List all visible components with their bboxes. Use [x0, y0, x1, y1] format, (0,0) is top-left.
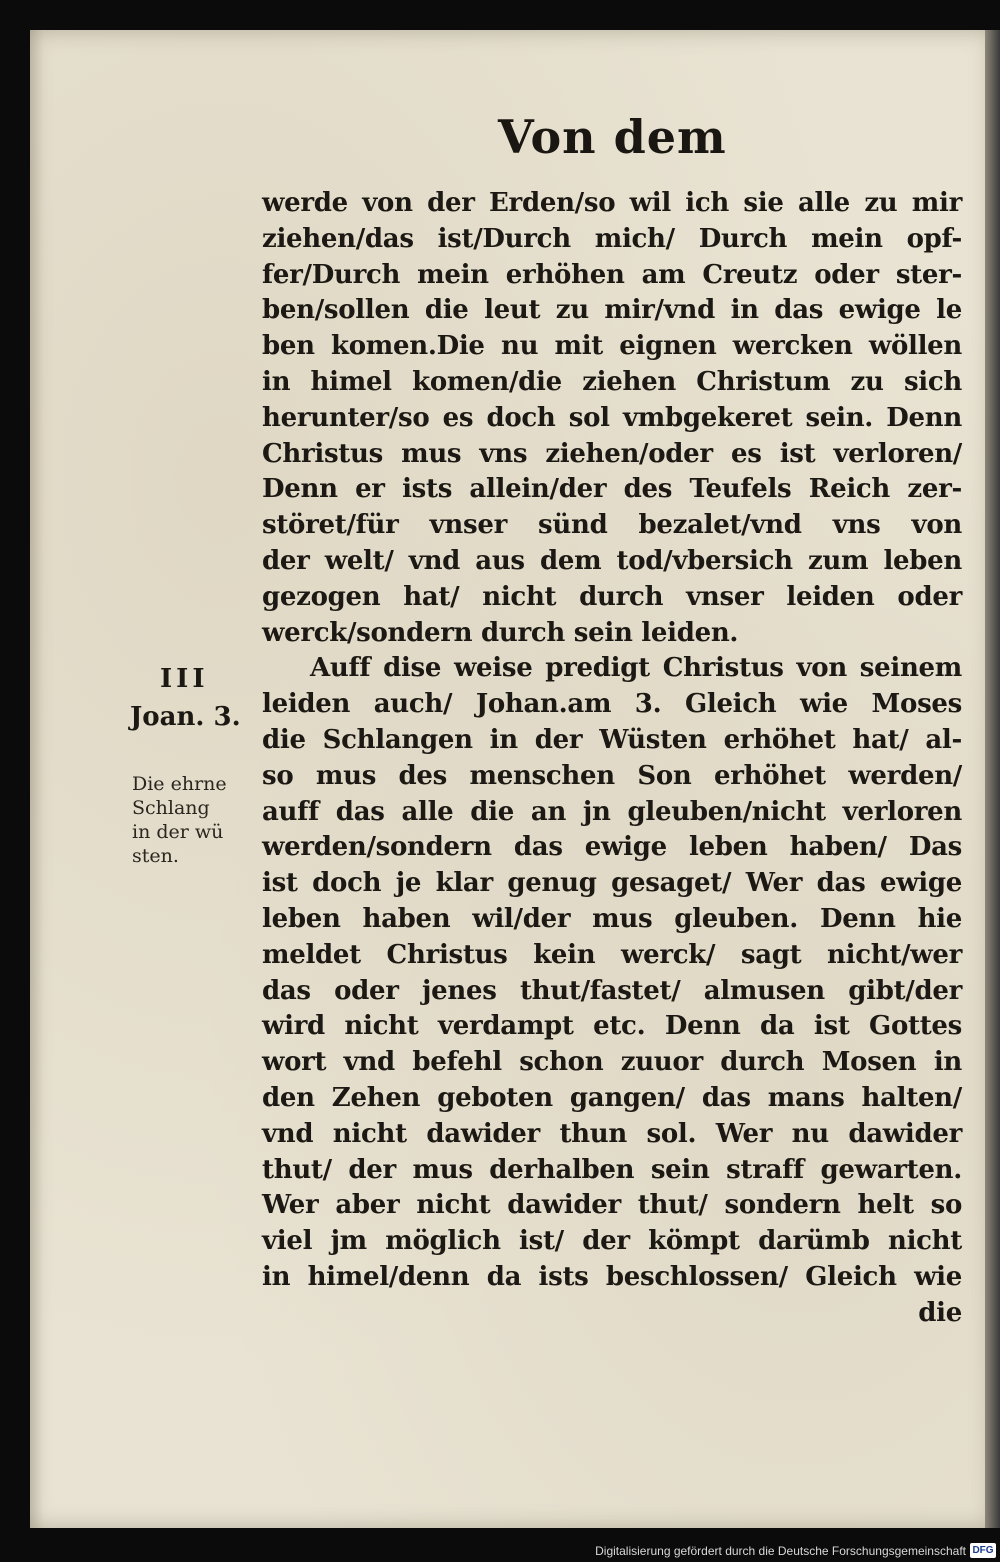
text-line: in himel komen/die ziehen Christum zu sich [262, 366, 962, 397]
text-line: Auff dise weise predigt Christus von seinem [310, 653, 962, 684]
text-line: leiden auch/ Johan.am 3. Gleich wie Moses [262, 689, 962, 720]
text-line: gezogen hat/ nicht durch vnser leiden oder [262, 581, 962, 612]
text-line: thut/ der mus derhalben sein straff gewarten. [262, 1154, 962, 1185]
margin-note-line: sten. [132, 845, 179, 867]
scripture-reference: Joan. 3. [130, 702, 241, 732]
text-line: viel jm möglich ist/ der kömpt darümb nicht [262, 1226, 962, 1257]
text-line: störet/für vnser sünd bezalet/vnd vns von [262, 510, 962, 541]
funding-credit: Digitalisierung gefördert durch die Deutsche Forschungsgemeinschaft [595, 1544, 966, 1558]
text-line: ziehen/das ist/Durch mich/ Durch mein opf- [262, 223, 962, 254]
text-line: leben haben wil/der mus gleuben. Denn hie [262, 903, 962, 934]
text-line: ben komen.Die nu mit eignen wercken wöllen [262, 331, 962, 362]
margin-note-line: Die ehrne [132, 773, 227, 795]
text-line: herunter/so es doch sol vmbgekeret sein. Denn [262, 402, 962, 433]
text-line: der welt/ vnd aus dem tod/vbersich zum leben [262, 545, 962, 576]
catchword: die [918, 1297, 962, 1328]
margin-note-line: in der wü [132, 821, 224, 843]
text-line: so mus des menschen Son erhöhet werden/ [262, 760, 962, 791]
text-line: werde von der Erden/so wil ich sie alle zu mir [262, 188, 962, 218]
margin-note-line: Schlang [132, 797, 210, 819]
text-line: die Schlangen in der Wüsten erhöhet hat/ al- [262, 724, 962, 755]
page-edge [985, 30, 1000, 1528]
text-line: ben/sollen die leut zu mir/vnd in das ewige le [262, 295, 962, 326]
text-line: wird nicht verdampt etc. Denn da ist Gottes [262, 1011, 962, 1042]
text-line: auff das alle die an jn gleuben/nicht verloren [262, 796, 962, 827]
margin-note [132, 772, 260, 868]
body-text [262, 186, 962, 1332]
text-line: fer/Durch mein erhöhen am Creutz oder ster- [262, 259, 962, 290]
text-line: meldet Christus kein werck/ sagt nicht/wer [262, 939, 962, 970]
text-line: vnd nicht dawider thun sol. Wer nu dawider [262, 1118, 962, 1149]
text-line: wort vnd befehl schon zuuor durch Mosen in [262, 1047, 962, 1078]
text-line: das oder jenes thut/fastet/ almusen gibt/der [262, 975, 962, 1006]
section-numeral: III [160, 664, 209, 694]
text-line: in himel/denn da ists beschlossen/ Gleich wie [262, 1261, 962, 1292]
text-line: werden/sondern das ewige leben haben/ Das [262, 832, 962, 863]
text-line: werck/sondern durch sein leiden. [262, 617, 739, 648]
text-line: Christus mus vns ziehen/oder es ist verloren/ [262, 438, 962, 469]
text-line: Wer aber nicht dawider thut/ sondern helt so [262, 1190, 962, 1221]
text-line: den Zehen geboten gangen/ das mans halten/ [262, 1082, 962, 1113]
dfg-logo-icon: DFG [970, 1543, 996, 1558]
text-line: ist doch je klar genug gesaget/ Wer das ewige [262, 868, 962, 899]
running-head: Von dem [498, 110, 727, 164]
text-line: Denn er ists allein/der des Teufels Reich zer- [262, 474, 962, 505]
